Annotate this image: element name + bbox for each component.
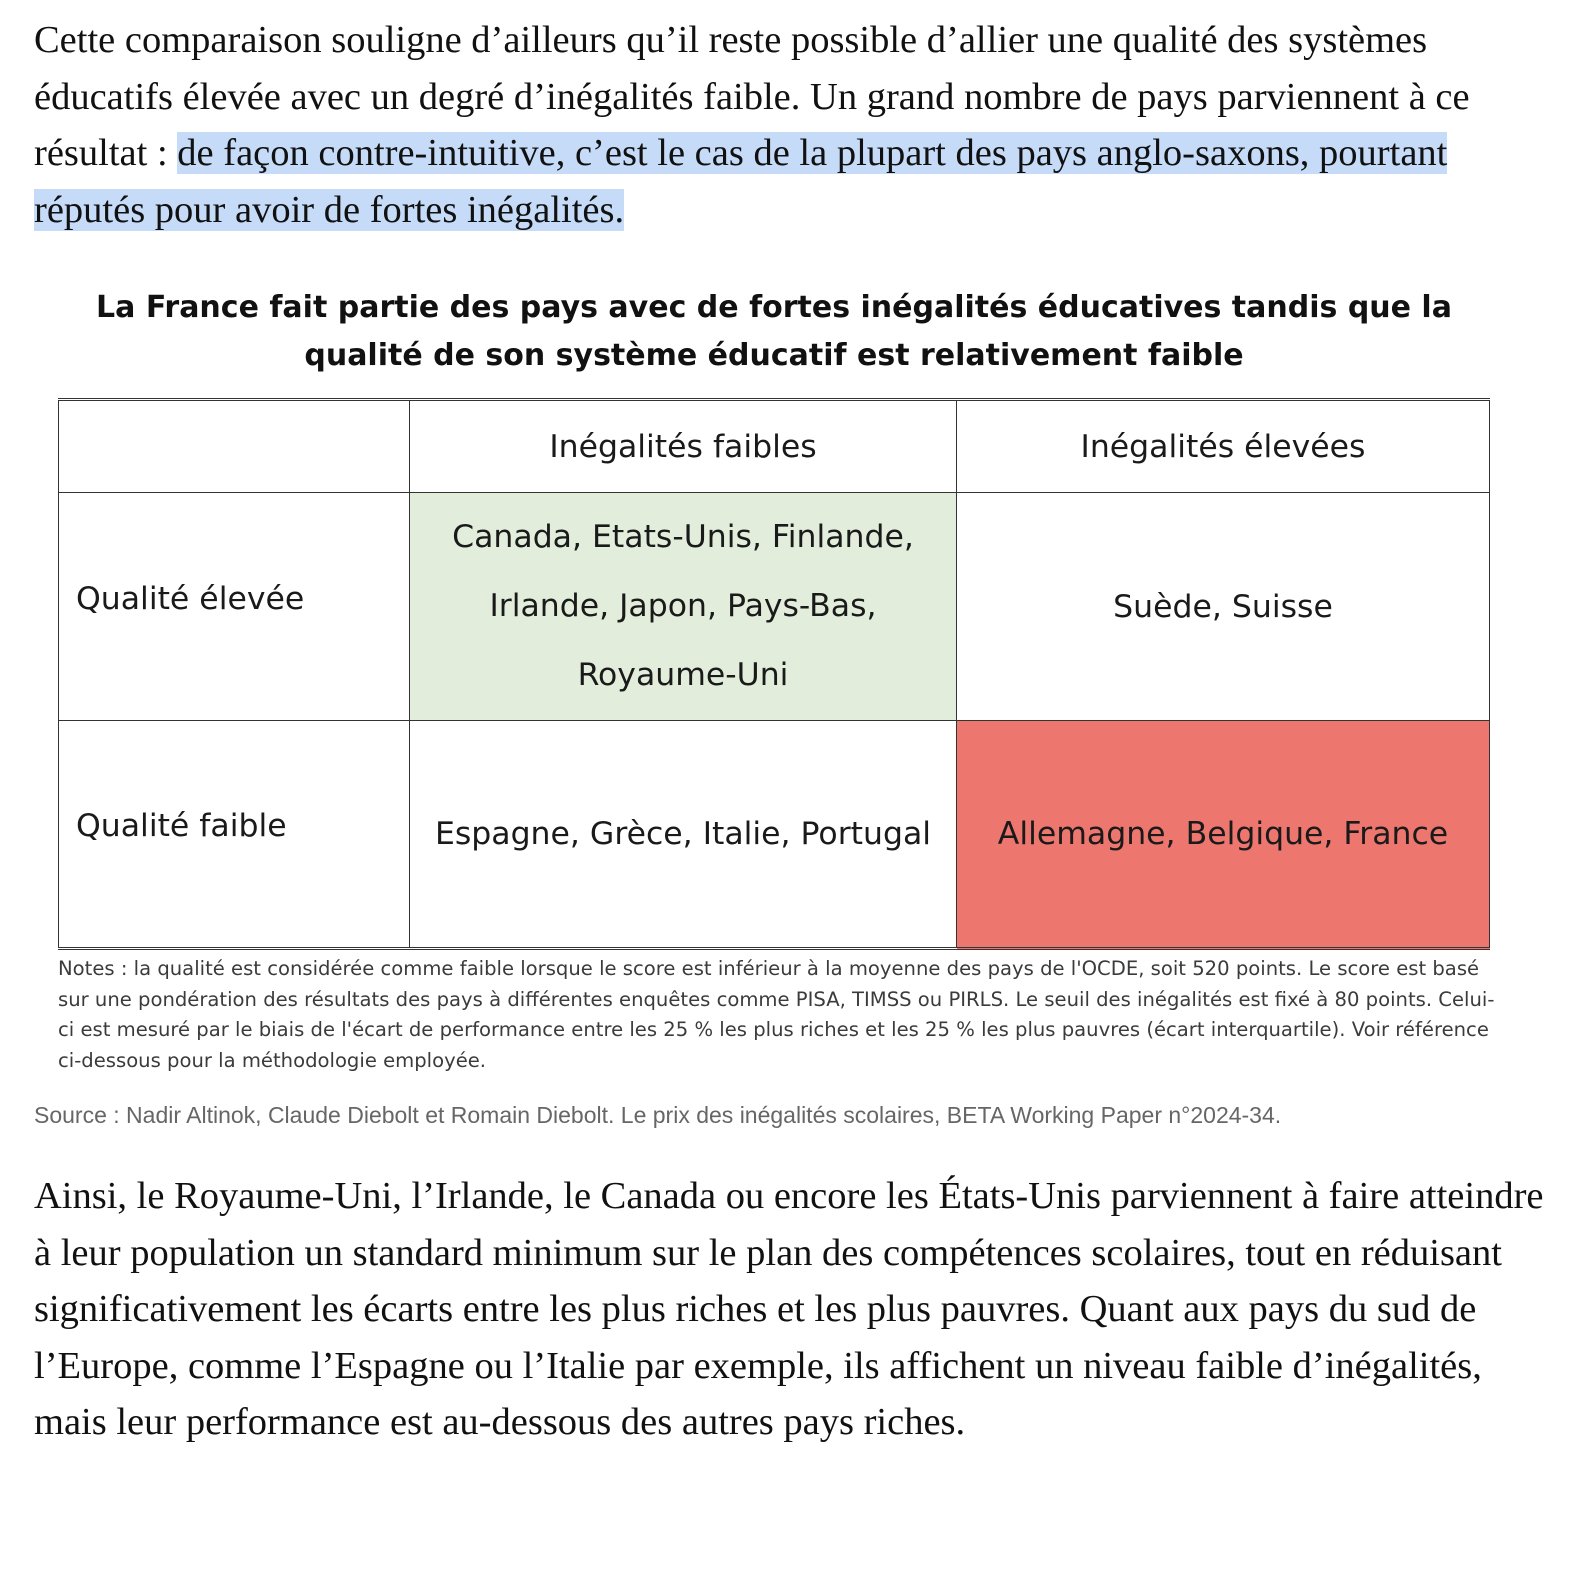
figure-title: La France fait partie des pays avec de fortes inégalités éducatives tandis que la qualité de son système éducatif est relativement faible <box>96 290 1452 373</box>
country-line: Canada, Etats-Unis, Finlande, <box>452 519 914 555</box>
row-header-low-quality <box>59 721 410 949</box>
corner-cell <box>59 400 410 493</box>
row-header-label: Qualité élevée <box>76 580 305 617</box>
col-header-low-inequality: Inégalités faibles <box>410 400 957 493</box>
cell-high-quality-high-inequality <box>957 493 1490 721</box>
country-line: Allemagne, Belgique, France <box>997 816 1449 852</box>
quality-inequality-matrix <box>58 398 1490 950</box>
figure-notes: Notes : la qualité est considérée comme faible lorsque le score est inférieur à la moyenne des pays de l'OCDE, soit 520 points. Le score est basé sur une pondération des résultats des pays à différentes enquêtes comme PISA, TIMSS ou PIRLS. Le seuil des inégalités est fixé à 80 points. Celui-ci est mesuré par le biais de l'écart de performance entre les 25 % les plus riches et les 25 % les plus pauvres (écart interquartile). Voir référence ci-dessous pour la méthodologie employée. <box>58 957 1495 1072</box>
cell-low-quality-high-inequality <box>957 721 1490 949</box>
highlighted-text: de façon contre-intuitive, c’est le cas de la plupart des pays anglo-saxons, pourtant réputés pour avoir de fortes inégalités. <box>34 132 1448 231</box>
col-header-high-inequality: Inégalités élevées <box>957 400 1490 493</box>
country-line: Irlande, Japon, Pays-Bas, <box>489 588 877 624</box>
row-header-label: Qualité faible <box>76 808 287 844</box>
intro-text: Cette comparaison souligne d’ailleurs qu’il reste possible d’allier une qualité des systèmes éducatifs élevée avec un degré d’inégalités faible. Un grand nombre de pays parviennent à ce résultat : <box>34 19 1470 174</box>
country-line: Royaume-Uni <box>577 657 789 693</box>
table-row <box>59 721 1490 949</box>
cell-high-quality-low-inequality <box>410 493 957 721</box>
country-line: Suède, Suisse <box>1113 588 1333 625</box>
table-header-row <box>59 400 1490 493</box>
table-row <box>59 493 1490 721</box>
country-line: Espagne, Grèce, Italie, Portugal <box>434 816 932 852</box>
cell-low-quality-low-inequality <box>410 721 957 949</box>
figure-source: Source : Nadir Altinok, Claude Diebolt et Romain Diebolt. Le prix des inégalités scolaires, BETA Working Paper n°2024-34. <box>34 1102 1282 1128</box>
conclusion-paragraph: Ainsi, le Royaume-Uni, l’Irlande, le Canada ou encore les États-Unis parviennent à faire atteindre à leur population un standard minimum sur le plan des compétences scolaires, tout en réduisant significativement les écarts entre les plus riches et les plus pauvres. Quant aux pays du sud de l’Europe, comme l’Espagne ou l’Italie par exemple, ils affichent un niveau faible d’inégalités, mais leur performance est au-dessous des autres pays riches. <box>34 1175 1544 1443</box>
row-header-high-quality <box>59 493 410 721</box>
intro-paragraph <box>34 12 1544 238</box>
